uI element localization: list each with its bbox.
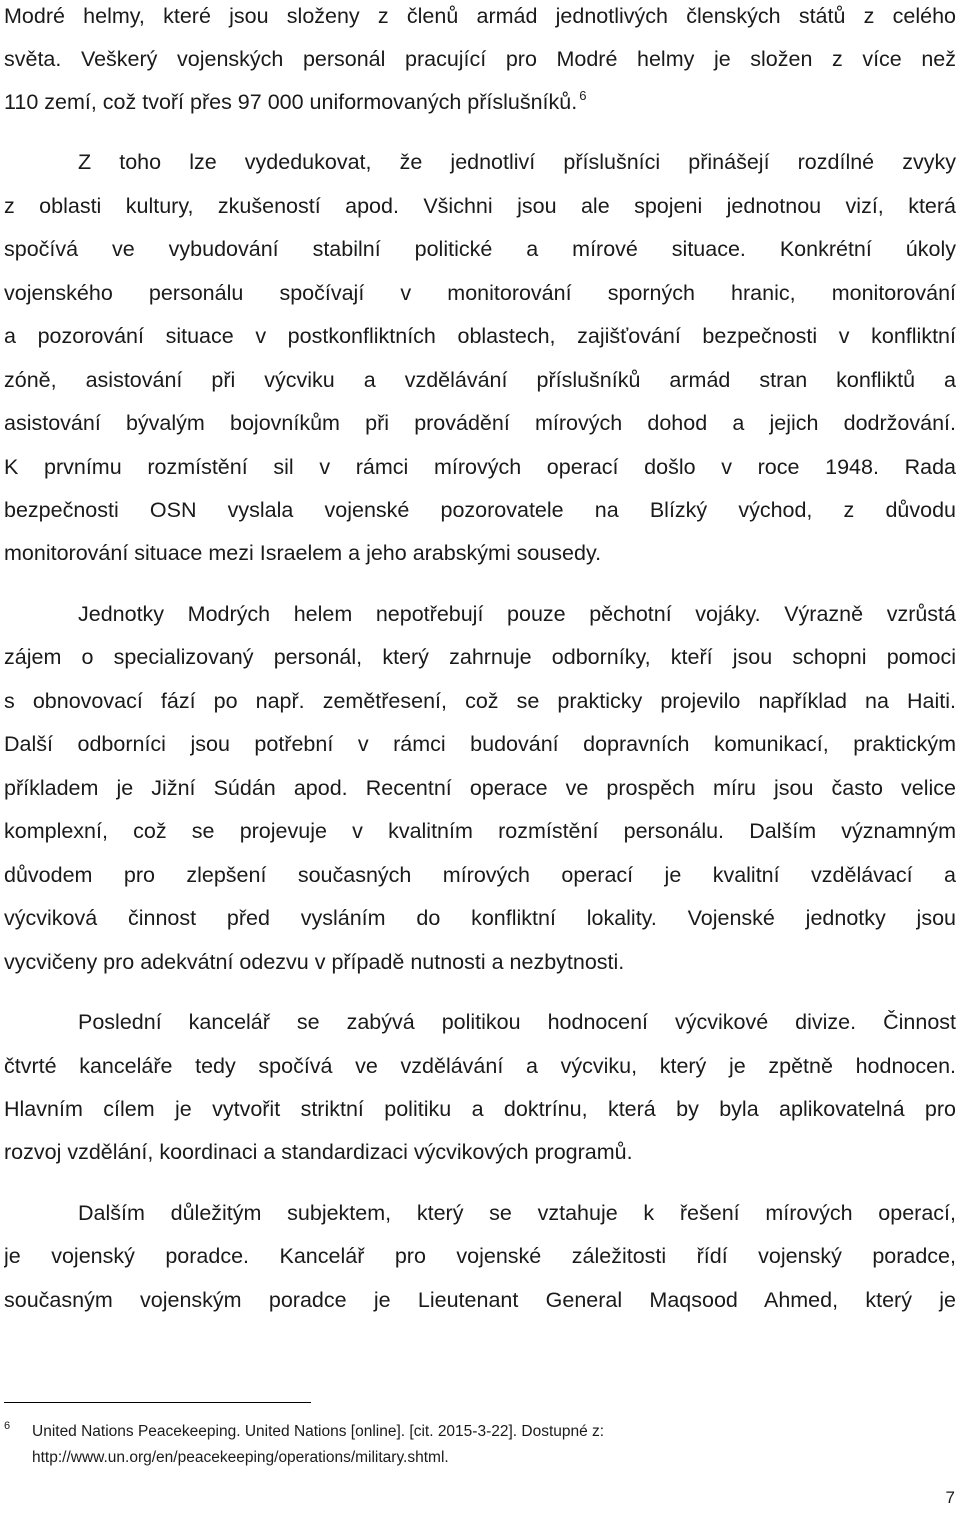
text-line: K prvnímu rozmístění sil v rámci mírových operací došlo v roce 1948. Rada <box>4 455 956 479</box>
text-line: a pozorování situace v postkonfliktních oblastech, zajišťování bezpečnosti v konfliktní <box>4 324 956 348</box>
text-line: monitorování situace mezi Israelem a jeho arabskými sousedy. <box>4 541 602 565</box>
text-line: Z toho lze vydedukovat, že jednotliví příslušníci přinášejí rozdílné zvyky <box>78 150 956 174</box>
text-line: bezpečnosti OSN vyslala vojenské pozorovatele na Blízký východ, z důvodu <box>4 498 956 522</box>
text-line: komplexní, což se projevuje v kvalitním rozmístění personálu. Dalším významným <box>4 819 956 843</box>
text-line: vycvičeny pro adekvátní odezvu v případě nutnosti a nezbytnosti. <box>4 950 625 974</box>
text-line: příkladem je Jižní Súdán apod. Recentní operace ve prospěch míru jsou často velice <box>4 776 956 800</box>
text-line: důvodem pro zlepšení současných mírových operací je kvalitní vzdělávací a <box>4 863 956 887</box>
text-line: vojenského personálu spočívají v monitorování sporných hranic, monitorování <box>4 281 956 305</box>
text-line: spočívá ve vybudování stabilní politické a mírové situace. Konkrétní úkoly <box>4 237 956 261</box>
text-line: je vojenský poradce. Kancelář pro vojenské záležitosti řídí vojenský poradce, <box>4 1244 956 1268</box>
footnote-citation: United Nations Peacekeeping. United Nations [online]. [cit. 2015-3-22]. Dostupné z: <box>32 1423 605 1440</box>
text-line: Další odborníci jsou potřební v rámci budování dopravních komunikací, praktickým <box>4 732 956 756</box>
page-number: 7 <box>945 1488 955 1507</box>
footnote-url: http://www.un.org/en/peacekeeping/operations/military.shtml. <box>32 1449 449 1466</box>
footnote-number: 6 <box>4 1420 11 1432</box>
text-line: s obnovovací fází po např. zemětřesení, což se prakticky projevilo například na Haiti. <box>4 689 956 713</box>
text-line: současným vojenským poradce je Lieutenant General Maqsood Ahmed, který je <box>4 1288 956 1312</box>
text-line: Dalším důležitým subjektem, který se vztahuje k řešení mírových operací, <box>78 1201 956 1225</box>
footnote-separator <box>4 1402 311 1403</box>
text-line: čtvrté kanceláře tedy spočívá ve vzdělávání a výcviku, který je zpětně hodnocen. <box>4 1054 956 1078</box>
text-line: 110 zemí, což tvoří přes 97 000 uniformovaných příslušníků. $^6$ <box>4 88 587 114</box>
footnote-reference: 6 <box>579 88 587 103</box>
text-line: výcviková činnost před vysláním do konfliktní lokality. Vojenské jednotky jsou <box>4 906 956 930</box>
text-line: rozvoj vzdělání, koordinaci a standardizaci výcvikových programů. <box>4 1140 633 1164</box>
text-line: zóně, asistování při výcviku a vzdělávání příslušníků armád stran konfliktů a <box>4 368 956 392</box>
text-line: světa. Veškerý vojenských personál pracující pro Modré helmy je složen z více než <box>4 47 956 71</box>
text-line: z oblasti kultury, zkušeností apod. Všichni jsou ale spojeni jednotnou vizí, která <box>4 194 956 218</box>
text-line: Hlavním cílem je vytvořit striktní politiku a doktrínu, která by byla aplikovatelná pro <box>4 1097 956 1121</box>
text-line: Jednotky Modrých helem nepotřebují pouze pěchotní vojáky. Výrazně vzrůstá <box>78 602 956 626</box>
text-line: zájem o specializovaný personál, který zahrnuje odborníky, kteří jsou schopni pomoci <box>4 645 956 669</box>
text-line: Modré helmy, které jsou složeny z členů armád jednotlivých členských států z celého <box>4 4 956 28</box>
text-line: asistování bývalým bojovníkům při provádění mírových dohod a jejich dodržování. <box>4 411 956 435</box>
text-line: Poslední kancelář se zabývá politikou hodnocení výcvikové divize. Činnost <box>78 1010 956 1034</box>
